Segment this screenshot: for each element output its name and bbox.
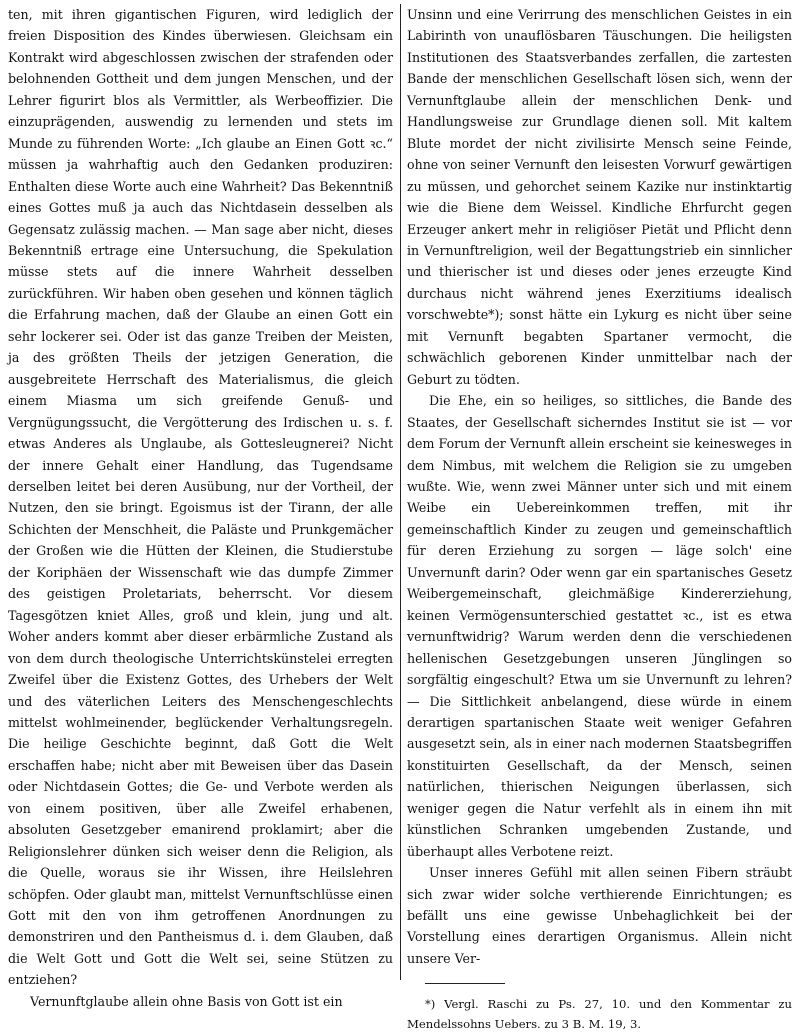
footnote (407, 994, 792, 1034)
two-column-layout (8, 4, 792, 1032)
right-paragraph-1: Unsinn und eine Verirrung des menschlichen Geistes in ein Labirinth von unauflösbaren Täuschungen. Die heiligsten Institutionen des Staatsverbandes zerfallen, die zartesten Bande der menschlichen Gesellschaft lösen sich, wenn der Vernunftglaube allein der menschlichen Denk- und Handlungsweise zur Grundlage dienen soll. Mit kaltem Blute mordet der nicht zivilisirte Mensch seine Feinde, ohne von seiner Vernunft den leisesten Vorwurf gewärtigen zu müssen, und gehorchet seinem Kazike nur instinktartig wie die Biene dem Weissel. Kindliche Ehrfurcht gegen Erzeuger ankert mehr in religiöser Pietät und Pflicht denn in Vernunftreligion, weil der Begattungstrieb ein sinnlicher und thierischer ist und dieses oder jenes erzeugte Kind durchaus nicht während jenes Exerzitiums idealisch vorschwebte*); sonst hätte ein Lykurg es nicht über seine mit Vernunft begabten Spartaner vermocht, die schwächlich geborenen Kinder unmittelbar nach der Geburt zu tödten. (407, 7, 792, 387)
right-paragraph-2: Die Ehe, ein so heiliges, so sittliches, die Bande des Staates, der Gesellschaft sicherndes Institut sie ist — vor dem Forum der Vernunft allein erscheint sie keinesweges in dem Nimbus, mit welchem die Religion sie zu umgeben wußte. Wie, wenn zwei Männer unter sich und mit einem Weibe ein Uebereinkommen treffen, mit ihr gemeinschaftlich Kinder zu zeugen und gemeinschaftlich für deren Erziehung zu sorgen — läge solch' eine Unvernunft darin? Oder wenn gar ein spartanisches Gesetz Weibergemeinschaft, gleichmäßige Kindererziehung, keinen Vermögensunterschied gestattet ꝛc., ist es etwa vernunftwidrig? Warum werden denn die verschiedenen hellenischen Gesetzgebungen unseren Jünglingen so sorgfältig eingeschult? Etwa um sie Unvernunft zu lehren? — Die Sittlichkeit anbelangend, diese würde in einem derartigen spartanischen Staate weit weniger Gefahren ausgesetzt sein, als in einer nach modernen Staatsbegriffen konstituirten Gesellschaft, da der Mensch, seinen natürlichen, thierischen Neigungen überlassen, sich weniger gegen die Natur verfehlt als in einem ihn mit künstlichen Schranken umgebenden Zustande, und überhaupt alles Verbotene reizt. (407, 393, 792, 859)
left-paragraph-2: Vernunftglaube allein ohne Basis von Gott ist ein (30, 993, 343, 1009)
footnote-rule (425, 983, 505, 984)
right-column (407, 4, 792, 1032)
left-paragraph-1: ten, mit ihren gigantischen Figuren, wird lediglich der freien Disposition des Kindes überwiesen. Gleichsam ein Kontrakt wird abgeschlossen zwischen der strafenden oder belohnenden Gottheit und dem jungen Menschen, und der Lehrer figurirt blos als Vermittler, als Werbeoffizier. Die einzuprägenden, auswendig zu lernenden und stets im Munde zu führenden Worte: „Ich glaube an Einen Gott ꝛc.“ müssen ja wahrhaftig auch den Gedanken produziren: Enthalten diese Worte auch eine Wahrheit? Das Bekenntniß eines Gottes muß ja auch das Nichtdasein desselben als Gegensatz zulässig machen. — Man sage aber nicht, dieses Bekenntniß ertrage eine Untersuchung, die Spekulation müsse stets auf die innere Wahrheit desselben zurückführen. Wir haben oben gesehen und können täglich die Erfahrung machen, daß der Glaube an einen Gott ein sehr lockerer sei. Oder ist das ganze Treiben der Meisten, ja des größten Theils der jetzigen Generation, die ausgebreitete Herrschaft des Materialismus, die gleich einem Miasma um sich greifende Genuß- und Vergnügungssucht, die Vergötterung des Irdischen u. s. f. etwas Anderes als Unglaube, als Gottesleugnerei? Nicht der innere Gehalt einer Handlung, das Tugendsame derselben leitet bei deren Ausübung, nur der Vortheil, der Nutzen, den sie bringt. Egoismus ist der Tirann, der alle Schichten der Menschheit, die Paläste und Prunkgemächer der Großen wie die Hütten der Kleinen, die Studierstube der Koriphäen der Wissenschaft wie das dumpfe Zimmer des geistigen Proletariats, beherrscht. Vor diesem Tagesgötzen kniet Alles, groß und klein, jung und alt. Woher anders kommt aber dieser erbärmliche Zustand als von dem durch theologische Unterrichtskünstelei erregten Zweifel über die Existenz Gottes, des Urhebers der Welt und des väterlichen Leiters des Menschengeschlechts mittelst wohlmeinender, beglückender Verhaltungsregeln. Die heilige Geschichte beginnt, daß Gott die Welt erschaffen habe; nicht aber mit Beweisen über das Dasein oder Nichtdasein Gottes; die Ge- und Verbote werden als von einem positiven, über alle Zweifel erhabenen, absoluten Gesetzgeber emanirend proklamirt; aber die Religionslehrer dünken sich weiser denn die Religion, als die Quelle, woraus sie ihr Wissen, ihre Heilslehren schöpfen. Oder glaubt man, mittelst Vernunftschlüsse einen Gott mit den von ihm getroffenen Anordnungen zu demonstriren und den Pantheismus d. i. dem Glauben, daß die Welt Gott und Gott die Welt sei, seine Stützen zu entziehen? (8, 7, 393, 988)
column-divider (400, 4, 401, 980)
footnote-text: *) Vergl. Raschi zu Ps. 27, 10. und den Kommentar zu Mendelssohns Uebers. zu 3 B. M. 19, 3. (407, 997, 792, 1032)
right-paragraph-3: Unser inneres Gefühl mit allen seinen Fibern sträubt sich zwar wider solche verthierende Einrichtungen; es befällt uns eine gewisse Unbehaglichkeit bei der Vorstellung eines derartigen Organismus. Allein nicht unsere Ver- (407, 865, 792, 966)
left-column (8, 4, 393, 1009)
